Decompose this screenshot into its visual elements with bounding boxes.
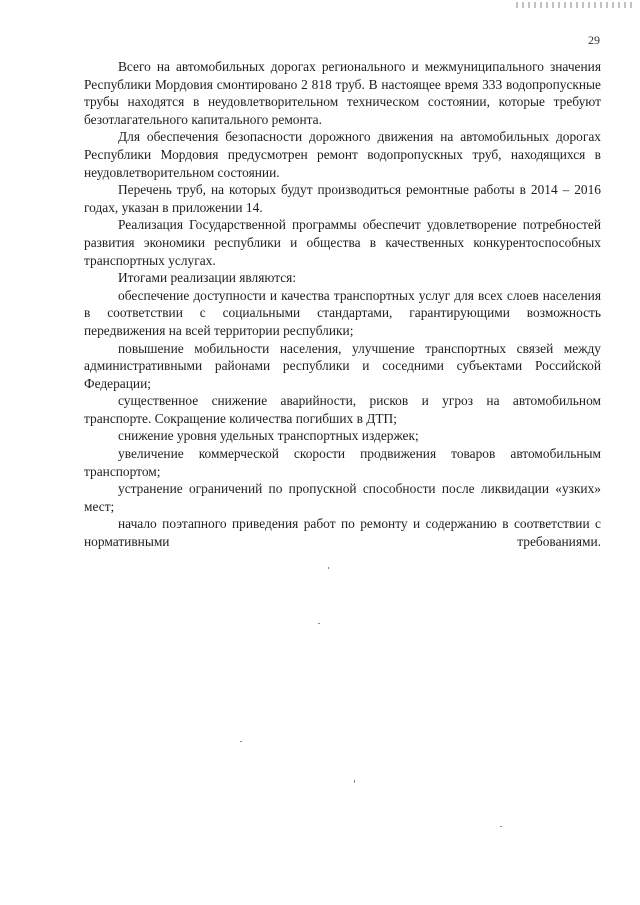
list-item-mobility: повышение мобильности населения, улучшение транспортных связей между административными районами республики и соседними субъектами Российской Федерации; (84, 340, 601, 391)
list-item-costs: снижение уровня удельных транспортных издержек; (118, 428, 419, 444)
document-body (84, 58, 601, 551)
list-item-speed: увеличение коммерческой скорости продвижения товаров автомобильным транспортом; (84, 446, 601, 479)
paragraph-pipes-count: Всего на автомобильных дорогах регионального и межмуниципального значения Республики Мордовия смонтировано 2 818 труб. В настоящее время 333 водопропускные трубы находятся в неудовлетворительном техническом состоянии, которые требуют безотлагательного капитального ремонта. (84, 59, 601, 127)
list-item-accident-reduction: существенное снижение аварийности, рисков и угроз на автомобильном транспорте. Сокращение количества погибших в ДТП; (84, 393, 601, 426)
page-number: 29 (588, 33, 600, 47)
list-item-bottlenecks: устранение ограничений по пропускной способности после ликвидации «узких» мест; (84, 481, 601, 514)
scan-noise-mark (516, 2, 636, 8)
paragraph-repair-list: Перечень труб, на которых будут производиться ремонтные работы в 2014 – 2016 годах, указан в приложении 14. (84, 182, 601, 215)
scan-speck (354, 780, 355, 783)
paragraph-safety: Для обеспечения безопасности дорожного движения на автомобильных дорогах Республики Мордовия предусмотрен ремонт водопропускных труб, находящихся в неудовлетворительном состоянии. (84, 129, 601, 180)
paragraph-program-outcome: Реализация Государственной программы обеспечит удовлетворение потребностей развития экономики республики и общества в качественных конкурентоспособных транспортных услугах. (84, 217, 601, 268)
paragraph-results-heading: Итогами реализации являются: (118, 270, 297, 286)
scan-speck (240, 741, 242, 742)
scan-speck (318, 623, 320, 624)
scan-speck (500, 826, 502, 827)
list-item-maintenance: начало поэтапного приведения работ по ремонту и содержанию в соответствии с нормативными требованиями. (84, 516, 601, 550)
scan-speck (328, 567, 329, 569)
list-item-accessibility: обеспечение доступности и качества транспортных услуг для всех слоев населения в соответствии с социальными стандартами, гарантирующими возможность передвижения на всей территории республики; (84, 287, 601, 338)
